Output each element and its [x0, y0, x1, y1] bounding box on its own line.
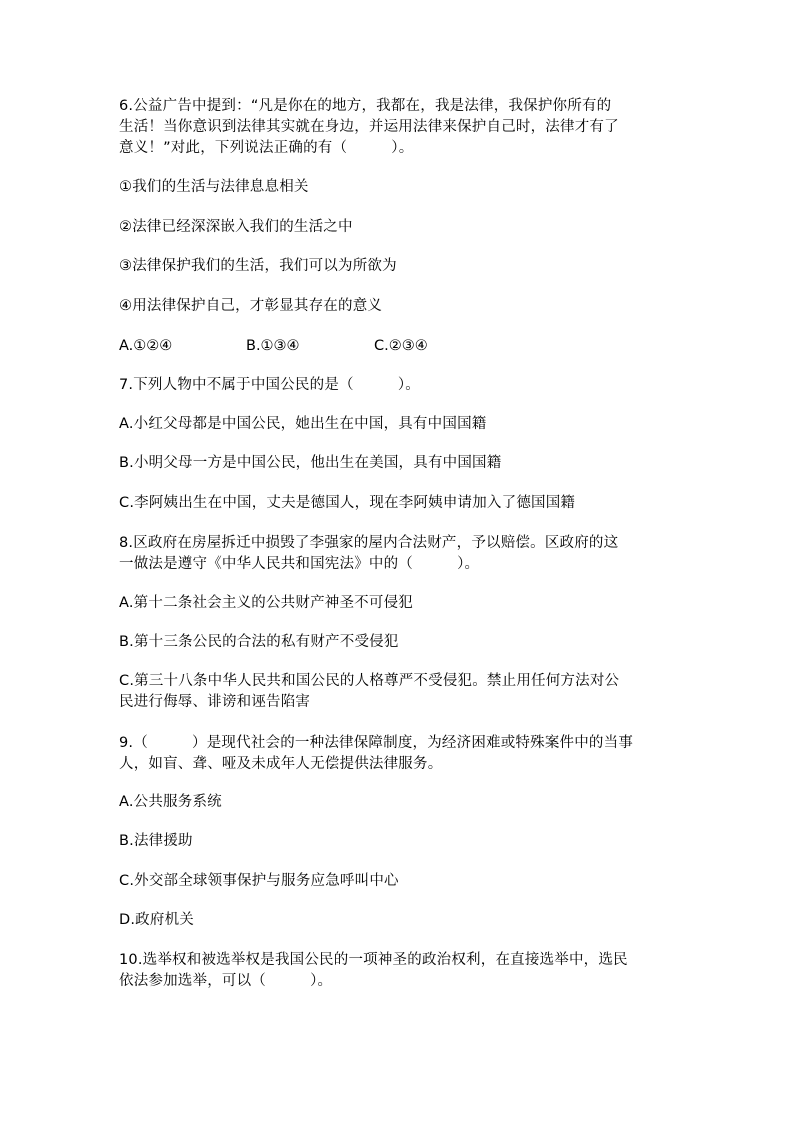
- q8-option-b[interactable]: B.第十三条公民的合法的私有财产不受侵犯: [119, 634, 399, 650]
- q6-stem-line-3: 意义！”对此，下列说法正确的有（ ）。: [119, 140, 414, 156]
- q10-stem-line-2: 依法参加选举，可以（ ）。: [119, 973, 333, 989]
- q8-option-c-line-2[interactable]: 民进行侮辱、诽谤和诬告陷害: [119, 694, 311, 710]
- q9-stem-line-2: 人，如盲、聋、哑及未成年人无偿提供法律服务。: [119, 756, 443, 772]
- q6-option-c[interactable]: C.②③④: [374, 338, 428, 354]
- q9-option-b[interactable]: B.法律援助: [119, 833, 193, 849]
- q6-option-a[interactable]: A.①②④: [119, 338, 173, 354]
- q8-stem-line-1: 8.区政府在房屋拆迁中损毁了李强家的屋内合法财产，予以赔偿。区政府的这: [119, 535, 619, 551]
- q9-option-d[interactable]: D.政府机关: [119, 912, 194, 928]
- q6-stem-line-1: 6.公益广告中提到：“凡是你在的地方，我都在，我是法律，我保护你所有的: [119, 98, 612, 114]
- q7-option-c[interactable]: C.李阿姨出生在中国，丈夫是德国人，现在李阿姨申请加入了德国国籍: [119, 495, 576, 511]
- q6-statement-3: ③法律保护我们的生活，我们可以为所欲为: [119, 258, 397, 274]
- q6-stem-line-2: 生活！当你意识到法律其实就在身边，并运用法律来保护自己时，法律才有了: [119, 119, 619, 135]
- q6-statement-4: ④用法律保护自己，才彰显其存在的意义: [119, 298, 383, 314]
- q8-stem-line-2: 一做法是遵守《中华人民共和国宪法》中的（ ）。: [119, 556, 480, 572]
- q9-option-a[interactable]: A.公共服务系统: [119, 794, 222, 810]
- q9-stem-line-1: 9.（ ）是现代社会的一种法律保障制度，为经济困难或特殊案件中的当事: [119, 735, 634, 751]
- q7-option-b[interactable]: B.小明父母一方是中国公民，他出生在美国，具有中国国籍: [119, 455, 502, 471]
- q6-statement-1: ①我们的生活与法律息息相关: [119, 179, 309, 195]
- q7-stem: 7.下列人物中不属于中国公民的是（ ）。: [119, 377, 420, 393]
- q8-option-c-line-1[interactable]: C.第三十八条中华人民共和国公民的人格尊严不受侵犯。禁止用任何方法对公: [119, 673, 620, 689]
- q7-option-a[interactable]: A.小红父母都是中国公民，她出生在中国，具有中国国籍: [119, 416, 487, 432]
- q6-option-b[interactable]: B.①③④: [246, 338, 300, 354]
- q8-option-a[interactable]: A.第十二条社会主义的公共财产神圣不可侵犯: [119, 595, 413, 611]
- q6-statement-2: ②法律已经深深嵌入我们的生活之中: [119, 219, 353, 235]
- q9-option-c[interactable]: C.外交部全球领事保护与服务应急呼叫中心: [119, 873, 399, 889]
- q10-stem-line-1: 10.选举权和被选举权是我国公民的一项神圣的政治权利，在直接选举中，选民: [119, 952, 628, 968]
